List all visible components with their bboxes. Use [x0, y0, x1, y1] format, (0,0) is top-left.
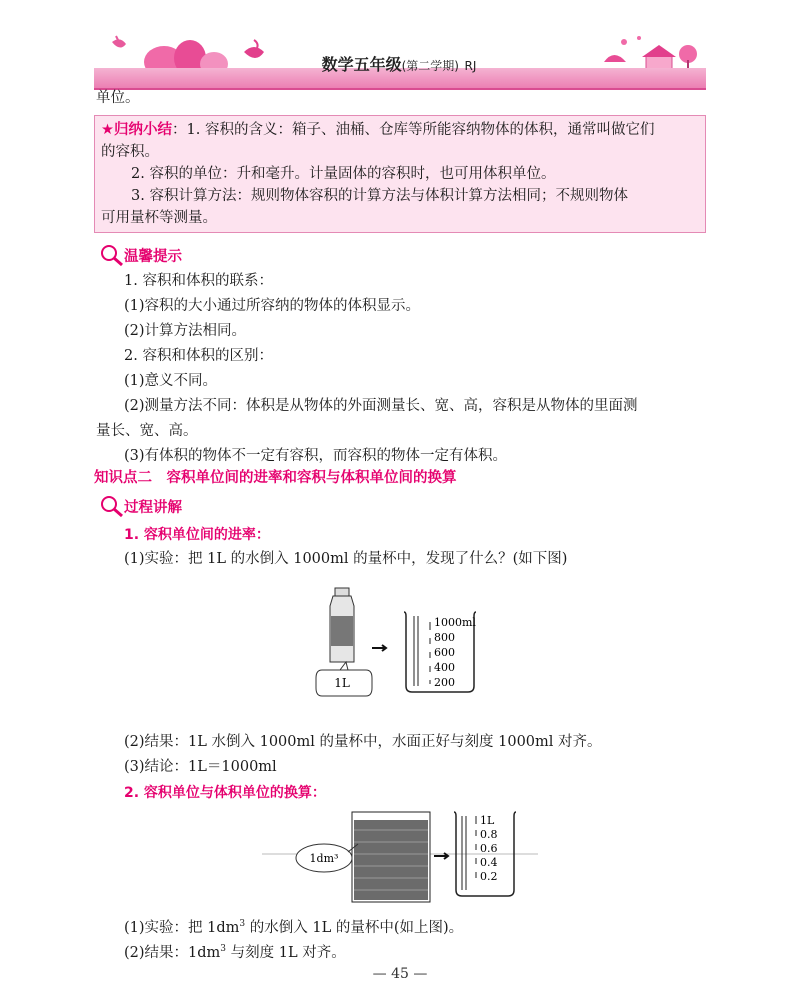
bubble-2-label: 1dm³ — [309, 852, 339, 865]
magnifier-icon — [98, 494, 126, 518]
tip-line-7: 量长、宽、高。 — [96, 423, 198, 439]
edition-label: RJ — [464, 59, 477, 73]
bubble-1-label: 1L — [334, 676, 350, 690]
tick-1: 1L — [480, 814, 495, 827]
process-heading-label: 过程讲解 — [124, 500, 182, 516]
experiment-2-tail: 的水倒入 1L 的量杯中(如上图)。 — [245, 919, 464, 936]
water-bottle-icon — [330, 588, 354, 662]
cube-container-icon — [352, 812, 430, 902]
page-header — [94, 32, 706, 88]
summary-line-4: 3. 容积计算方法：规则物体容积的计算方法与体积计算方法相同；不规则物体 — [131, 188, 628, 204]
summary-text-1: ：1. 容积的含义：箱子、油桶、仓库等所能容纳物体的体积，通常叫做它们 — [172, 122, 655, 138]
tick-3: 0.6 — [480, 842, 498, 855]
tick-1: 1000ml — [434, 616, 476, 629]
tick-4: 0.4 — [480, 856, 498, 869]
experiment-1: (1)实验：把 1L 的水倒入 1000ml 的量杯中，发现了什么？(如下图) — [124, 551, 568, 567]
knowledge-point-title: 知识点二 容积单位间的进率和容积与体积单位间的换算 — [94, 470, 457, 486]
term-label: (第二学期) — [401, 59, 459, 73]
tips-heading-label: 温馨提示 — [124, 249, 182, 265]
summary-box — [94, 115, 706, 233]
experiment-2-text: (1)实验：把 1dm — [124, 919, 240, 936]
tick-3: 600 — [434, 646, 455, 659]
result-2-tail: 与刻度 1L 对齐。 — [226, 944, 346, 961]
intro-line: 单位。 — [96, 90, 140, 106]
summary-line-1 — [101, 120, 654, 140]
result-1: (2)结果：1L 水倒入 1000ml 的量杯中，水面正好与刻度 1000ml 对齐。 — [124, 734, 602, 750]
subheading-1: 1. 容积单位间的进率： — [124, 527, 270, 543]
book-title: 数学五年级 — [321, 55, 402, 74]
tip-line-4: 2. 容积和体积的区别： — [124, 348, 273, 364]
tip-line-3: (2)计算方法相同。 — [124, 323, 247, 339]
header-title — [274, 52, 524, 75]
summary-line-2: 的容积。 — [101, 144, 159, 160]
conclusion-1: (3)结论：1L＝1000ml — [124, 759, 277, 775]
tip-line-6: (2)测量方法不同：体积是从物体的外面测量长、宽、高，容积是从物体的里面测 — [124, 398, 638, 414]
experiment-2-exponent: 3 — [239, 919, 246, 929]
tip-line-2: (1)容积的大小通过所容纳的物体的体积显示。 — [124, 298, 421, 314]
page-number: — 45 — — [372, 966, 428, 982]
figure-cube-beaker — [262, 806, 538, 904]
experiment-2 — [124, 914, 463, 938]
tip-line-5: (1)意义不同。 — [124, 373, 218, 389]
arrow-right-icon — [372, 645, 386, 651]
tick-5: 0.2 — [480, 870, 498, 883]
tick-5: 200 — [434, 676, 455, 689]
subheading-2: 2. 容积单位与体积单位的换算： — [124, 785, 326, 801]
summary-line-5: 可用量杯等测量。 — [101, 210, 217, 226]
magnifier-icon — [98, 243, 126, 267]
tick-2: 0.8 — [480, 828, 498, 841]
summary-label: ★归纳小结 — [101, 122, 172, 138]
tick-4: 400 — [434, 661, 455, 674]
summary-line-3: 2. 容积的单位：升和毫升。计量固体的容积时，也可用体积单位。 — [131, 166, 556, 182]
result-2-exponent: 3 — [220, 944, 227, 954]
tick-2: 800 — [434, 631, 455, 644]
figure-bottle-beaker — [300, 586, 500, 706]
tip-line-8: (3)有体积的物体不一定有容积，而容积的物体一定有体积。 — [124, 448, 508, 464]
result-2 — [124, 939, 346, 963]
result-2-text: (2)结果：1dm — [124, 944, 221, 961]
tip-line-1: 1. 容积和体积的联系： — [124, 273, 273, 289]
